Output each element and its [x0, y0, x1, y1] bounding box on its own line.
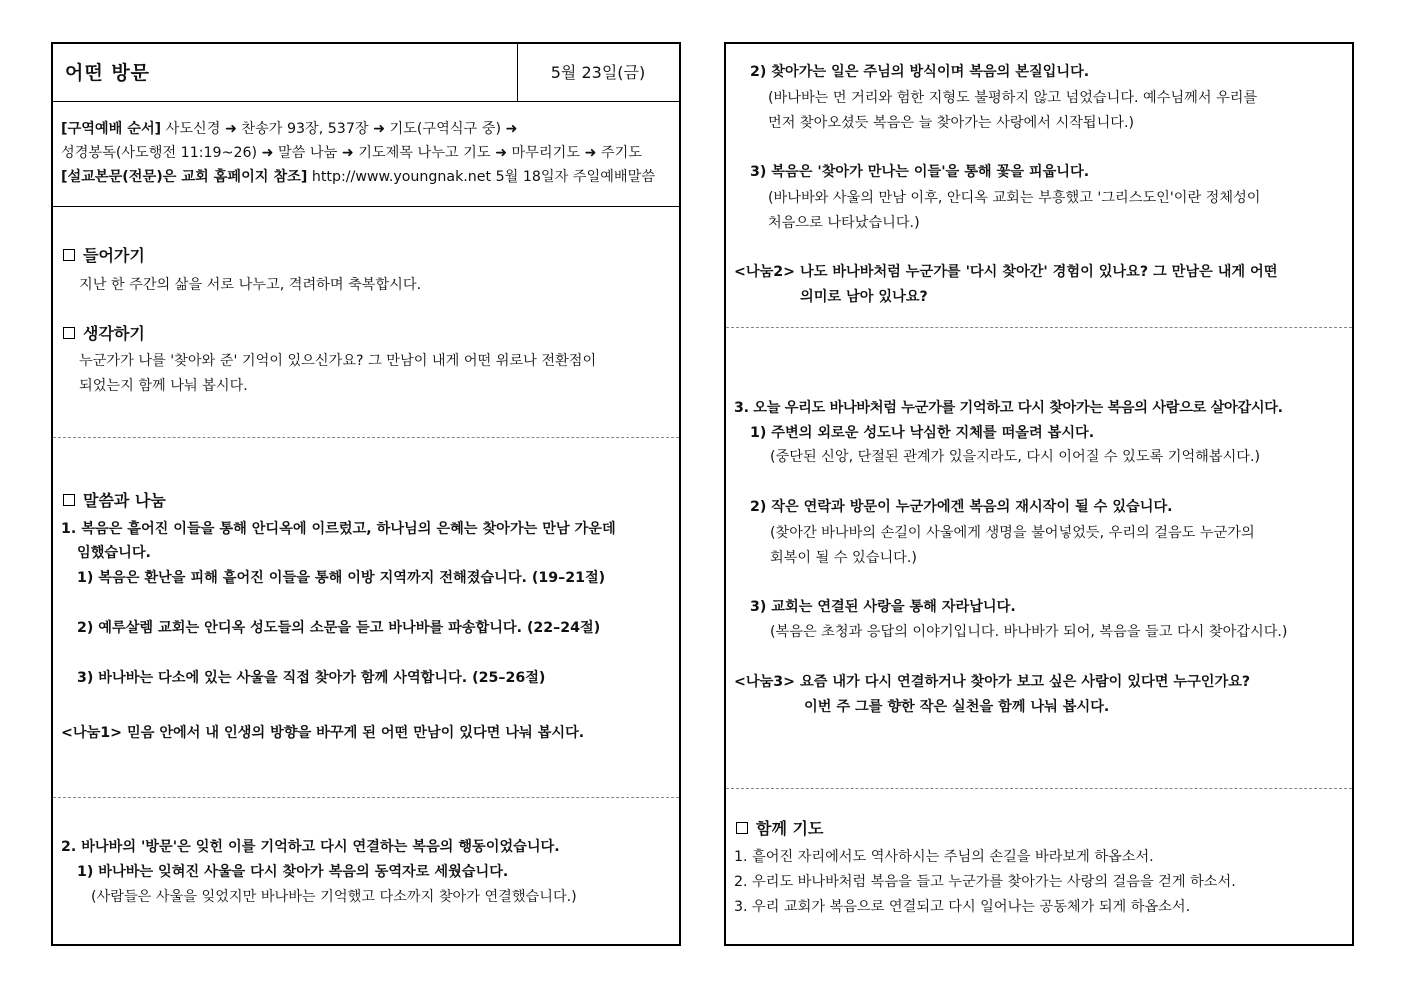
- point-3-sub-2: 2) 작은 연락과 방문이 누군가에겐 복음의 재시작이 될 수 있습니다.: [750, 499, 1173, 515]
- point-2-sub-3-note-1: (바나바와 사울의 만남 이후, 안디옥 교회는 부흥했고 '그리스도인'이란 정체성이: [768, 190, 1261, 206]
- left-page: [51, 42, 681, 946]
- word-heading: 말씀과 나눔: [63, 491, 166, 511]
- point-1-sub-2: 2) 예루살렘 교회는 안디옥 성도들의 소문을 듣고 바나바를 파송합니다. (22–24절): [77, 620, 601, 636]
- page-title: 어떤 방문: [65, 62, 151, 84]
- point-2-sub-2-note-1: (바나바는 먼 거리와 험한 지형도 불평하지 않고 넘었습니다. 예수님께서 우리를: [768, 90, 1258, 106]
- intro-heading: 들어가기: [63, 246, 145, 266]
- checkbox-icon: [736, 822, 748, 834]
- point-3-sub-2-note-1: (찾아간 바나바의 손길이 사울에게 생명을 불어넣었듯, 우리의 걸음도 누군가의: [770, 525, 1255, 541]
- order-line-1: [61, 118, 517, 138]
- point-3-title: 3. 오늘 우리도 바나바처럼 누군가를 기억하고 다시 찾아가는 복음의 사람으로 살아갑시다.: [734, 400, 1283, 416]
- checkbox-icon: [63, 249, 75, 261]
- order-line-2: 성경봉독(사도행전 11:19~26) ➜ 말씀 나눔 ➜ 기도제목 나누고 기도 ➜ 마무리기도 ➜ 주기도: [61, 145, 643, 161]
- point-1-sub-3: 3) 바나바는 다소에 있는 사울을 직접 찾아가 함께 사역합니다. (25–26절): [77, 670, 546, 686]
- prayer-item-2: 2. 우리도 바나바처럼 복음을 들고 누군가를 찾아가는 사랑의 걸음을 걷게 하소서.: [734, 874, 1236, 890]
- point-2-sub-3: 3) 복음은 '찾아가 만나는 이들'을 통해 꽃을 피웁니다.: [750, 164, 1090, 180]
- point-3-sub-3: 3) 교회는 연결된 사랑을 통해 자라납니다.: [750, 599, 1016, 615]
- share-3: <나눔3> 요즘 내가 다시 연결하거나 찾아가 보고 싶은 사람이 있다면 누구인가요?: [734, 674, 1251, 690]
- point-2-sub-1-note: (사람들은 사울을 잊었지만 바나바는 기억했고 다소까지 찾아가 연결했습니다.): [91, 889, 577, 905]
- header-row: [53, 44, 679, 102]
- divider: [53, 797, 679, 798]
- point-3-sub-3-note: (복음은 초청과 응답의 이야기입니다. 바나바가 되어, 복음을 들고 다시 찾아갑시다.): [770, 624, 1288, 640]
- share-1: <나눔1> 믿음 안에서 내 인생의 방향을 바꾸게 된 어떤 만남이 있다면 나눠 봅시다.: [61, 725, 585, 741]
- share-2: <나눔2> 나도 바나바처럼 누군가를 '다시 찾아간' 경험이 있나요? 그 만남은 내게 어떤: [734, 264, 1278, 280]
- point-1-title: 1. 복음은 흩어진 이들을 통해 안디옥에 이르렀고, 하나님의 은혜는 찾아가는 만남 가운데: [61, 521, 616, 537]
- think-heading: 생각하기: [63, 324, 145, 344]
- think-line-1: 누군가가 나를 '찾아와 준' 기억이 있으신가요? 그 만남이 내게 어떤 위로나 전환점이: [79, 353, 597, 369]
- think-line-2: 되었는지 함께 나눠 봅시다.: [79, 378, 248, 394]
- divider: [726, 327, 1352, 328]
- page-date: 5월 23일(금): [550, 63, 646, 82]
- divider: [726, 788, 1352, 789]
- point-2-sub-1: 1) 바나바는 잊혀진 사울을 다시 찾아가 복음의 동역자로 세웠습니다.: [77, 864, 509, 880]
- prayer-item-3: 3. 우리 교회가 복음으로 연결되고 다시 일어나는 공동체가 되게 하옵소서.: [734, 899, 1191, 915]
- worship-order: [53, 102, 679, 207]
- order-label: [구역예배 순서]: [61, 121, 162, 137]
- point-3-sub-1: 1) 주변의 외로운 성도나 낙심한 지체를 떠올려 봅시다.: [750, 425, 1095, 441]
- point-2-sub-2: 2) 찾아가는 일은 주님의 방식이며 복음의 본질입니다.: [750, 64, 1090, 80]
- checkbox-icon: [63, 327, 75, 339]
- sermon-label: [설교본문(전문)은 교회 홈페이지 참조]: [61, 169, 308, 185]
- point-1-title-cont: 임했습니다.: [77, 545, 151, 561]
- point-2-sub-3-note-2: 처음으로 나타났습니다.): [768, 215, 920, 231]
- point-2-sub-2-note-2: 먼저 찾아오셨듯 복음은 늘 찾아가는 사랑에서 시작됩니다.): [768, 115, 1135, 131]
- point-2-title: 2. 바나바의 '방문'은 잊힌 이를 기억하고 다시 연결하는 복음의 행동이었습니다.: [61, 839, 560, 855]
- prayer-heading: 함께 기도: [736, 819, 823, 839]
- sermon-link-text: http://www.youngnak.net 5월 18일자 주일예배말씀: [307, 169, 656, 185]
- right-page: [724, 42, 1354, 946]
- order-line-3: [61, 166, 655, 186]
- divider: [53, 437, 679, 438]
- point-3-sub-2-note-2: 회복이 될 수 있습니다.): [770, 550, 917, 566]
- order-text-1: 사도신경 ➜ 찬송가 93장, 537장 ➜ 기도(구역식구 중) ➜: [161, 121, 518, 137]
- share-2-cont: 의미로 남아 있나요?: [800, 289, 928, 305]
- point-1-sub-1: 1) 복음은 환난을 피해 흩어진 이들을 통해 이방 지역까지 전해졌습니다. (19–21절): [77, 570, 606, 586]
- share-3-cont: 이번 주 그를 향한 작은 실천을 함께 나눠 봅시다.: [804, 699, 1110, 715]
- checkbox-icon: [63, 494, 75, 506]
- intro-text: 지난 한 주간의 삶을 서로 나누고, 격려하며 축복합시다.: [79, 277, 422, 293]
- prayer-item-1: 1. 흩어진 자리에서도 역사하시는 주님의 손길을 바라보게 하옵소서.: [734, 849, 1154, 865]
- point-3-sub-1-note: (중단된 신앙, 단절된 관계가 있을지라도, 다시 이어질 수 있도록 기억해봅시다.): [770, 449, 1261, 465]
